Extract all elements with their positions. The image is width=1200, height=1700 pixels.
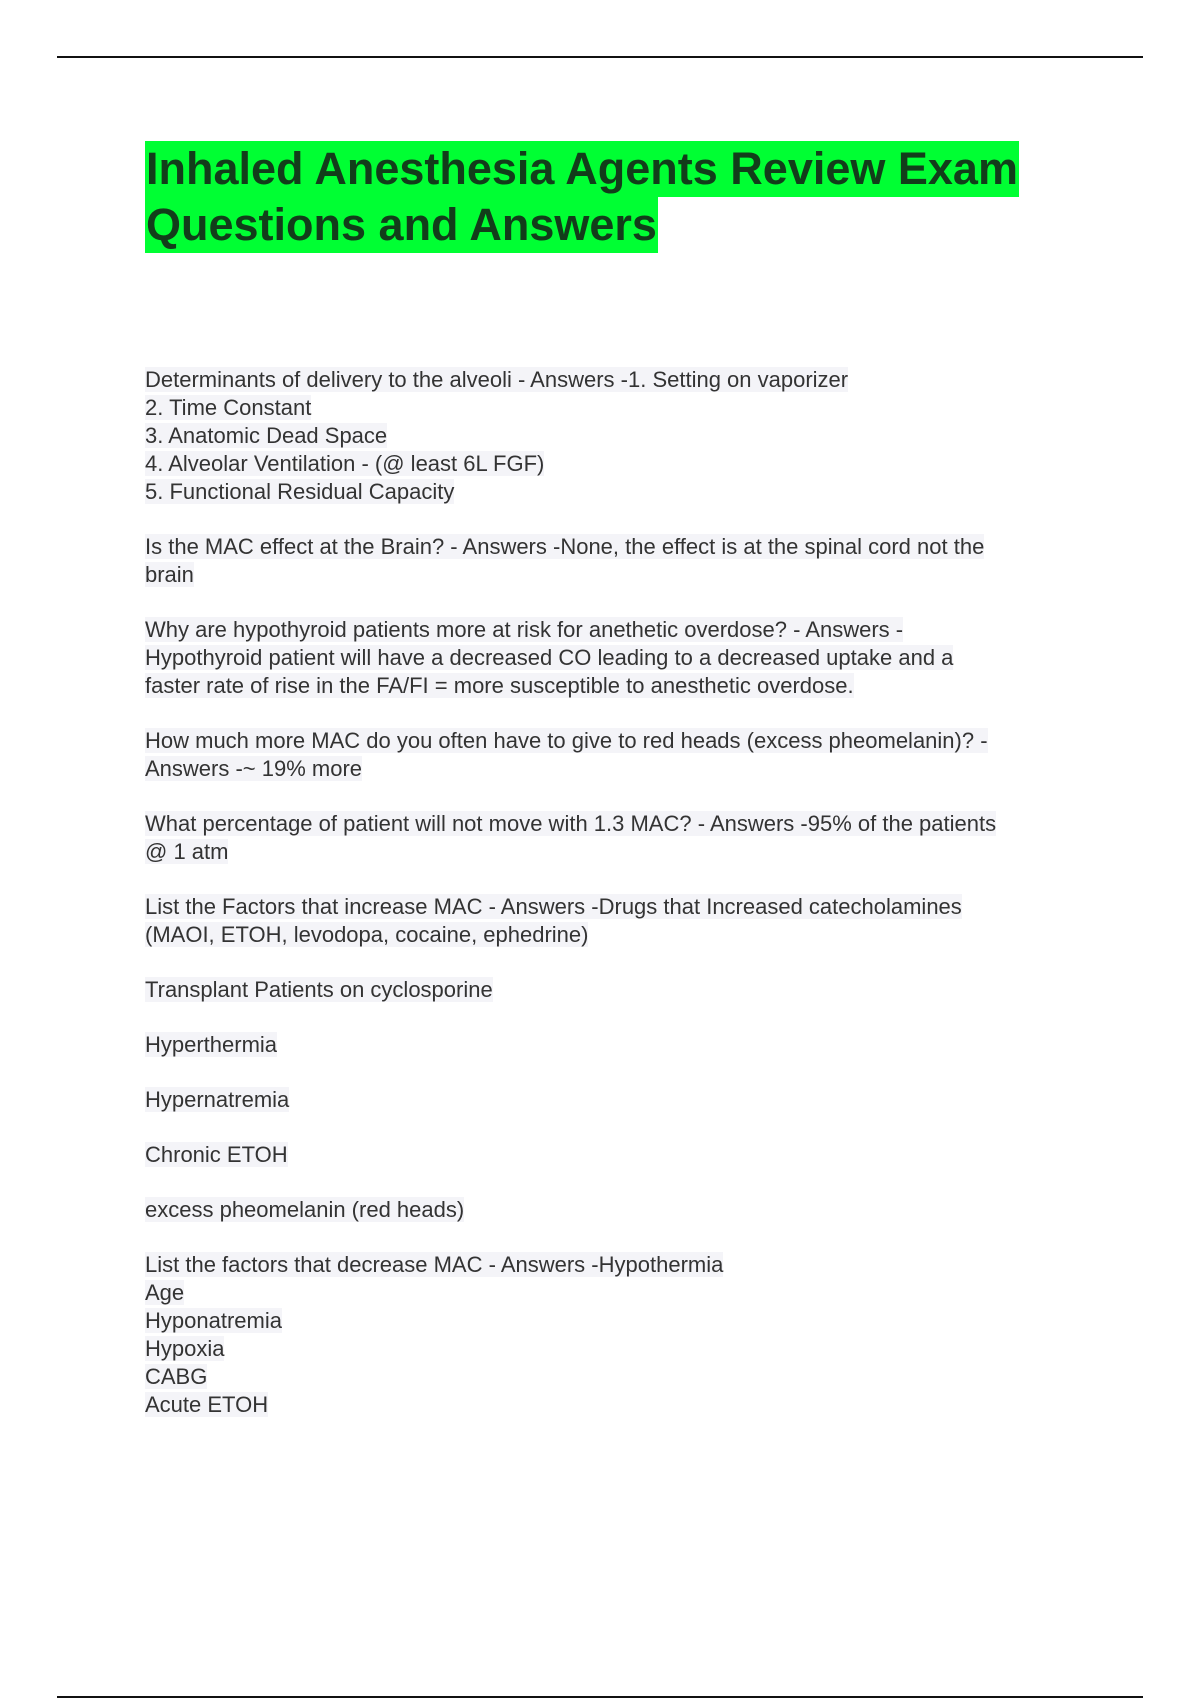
text-line: brain (145, 562, 194, 587)
increase-factor-item (145, 1141, 1085, 1169)
text-line: 5. Functional Residual Capacity (145, 479, 455, 504)
text-line: Hypernatremia (145, 1087, 290, 1112)
text-line: Age (145, 1280, 185, 1305)
qa-block-delivery-determinants (145, 366, 1085, 506)
title-line-1: Inhaled Anesthesia Agents Review Exam (145, 141, 1019, 197)
text-line: Answers -~ 19% more (145, 756, 363, 781)
qa-block-red-heads (145, 727, 1085, 783)
qa-block-decrease-mac (145, 1251, 1085, 1419)
text-line: List the factors that decrease MAC - Answers -Hypothermia (145, 1252, 724, 1277)
document-body (145, 366, 1085, 1446)
text-line: faster rate of rise in the FA/FI = more susceptible to anesthetic overdose. (145, 673, 854, 698)
text-line: Chronic ETOH (145, 1142, 288, 1167)
increase-factor-item (145, 1086, 1085, 1114)
text-line: 3. Anatomic Dead Space (145, 423, 388, 448)
text-line: Determinants of delivery to the alveoli - Answers -1. Setting on vaporizer (145, 367, 849, 392)
qa-block-mac-percentage (145, 810, 1085, 866)
text-line: Why are hypothyroid patients more at risk for anethetic overdose? - Answers - (145, 617, 904, 642)
text-line: (MAOI, ETOH, levodopa, cocaine, ephedrine) (145, 922, 589, 947)
text-line: Acute ETOH (145, 1392, 269, 1417)
text-line: 4. Alveolar Ventilation - (@ least 6L FGF) (145, 451, 545, 476)
text-line: excess pheomelanin (red heads) (145, 1197, 465, 1222)
text-line: List the Factors that increase MAC - Answers -Drugs that Increased catecholamines (145, 894, 962, 919)
text-line: How much more MAC do you often have to give to red heads (excess pheomelanin)? - (145, 728, 988, 753)
text-line: Hyperthermia (145, 1032, 278, 1057)
document-title (145, 141, 1085, 253)
text-line: Transplant Patients on cyclosporine (145, 977, 493, 1002)
qa-block-hypothyroid (145, 616, 1085, 700)
qa-block-increase-mac (145, 893, 1085, 949)
qa-block-mac-effect (145, 533, 1085, 589)
top-divider (57, 56, 1143, 58)
text-line: @ 1 atm (145, 839, 229, 864)
bottom-divider (57, 1696, 1143, 1698)
increase-factor-item (145, 1031, 1085, 1059)
text-line: 2. Time Constant (145, 395, 312, 420)
increase-factor-item (145, 976, 1085, 1004)
text-line: Hypoxia (145, 1336, 225, 1361)
title-line-2: Questions and Answers (145, 197, 658, 253)
text-line: What percentage of patient will not move with 1.3 MAC? - Answers -95% of the patients (145, 811, 997, 836)
text-line: Hypothyroid patient will have a decreased CO leading to a decreased uptake and a (145, 645, 954, 670)
text-line: CABG (145, 1364, 208, 1389)
increase-factor-item (145, 1196, 1085, 1224)
text-line: Is the MAC effect at the Brain? - Answers -None, the effect is at the spinal cord not the (145, 534, 985, 559)
text-line: Hyponatremia (145, 1308, 282, 1333)
